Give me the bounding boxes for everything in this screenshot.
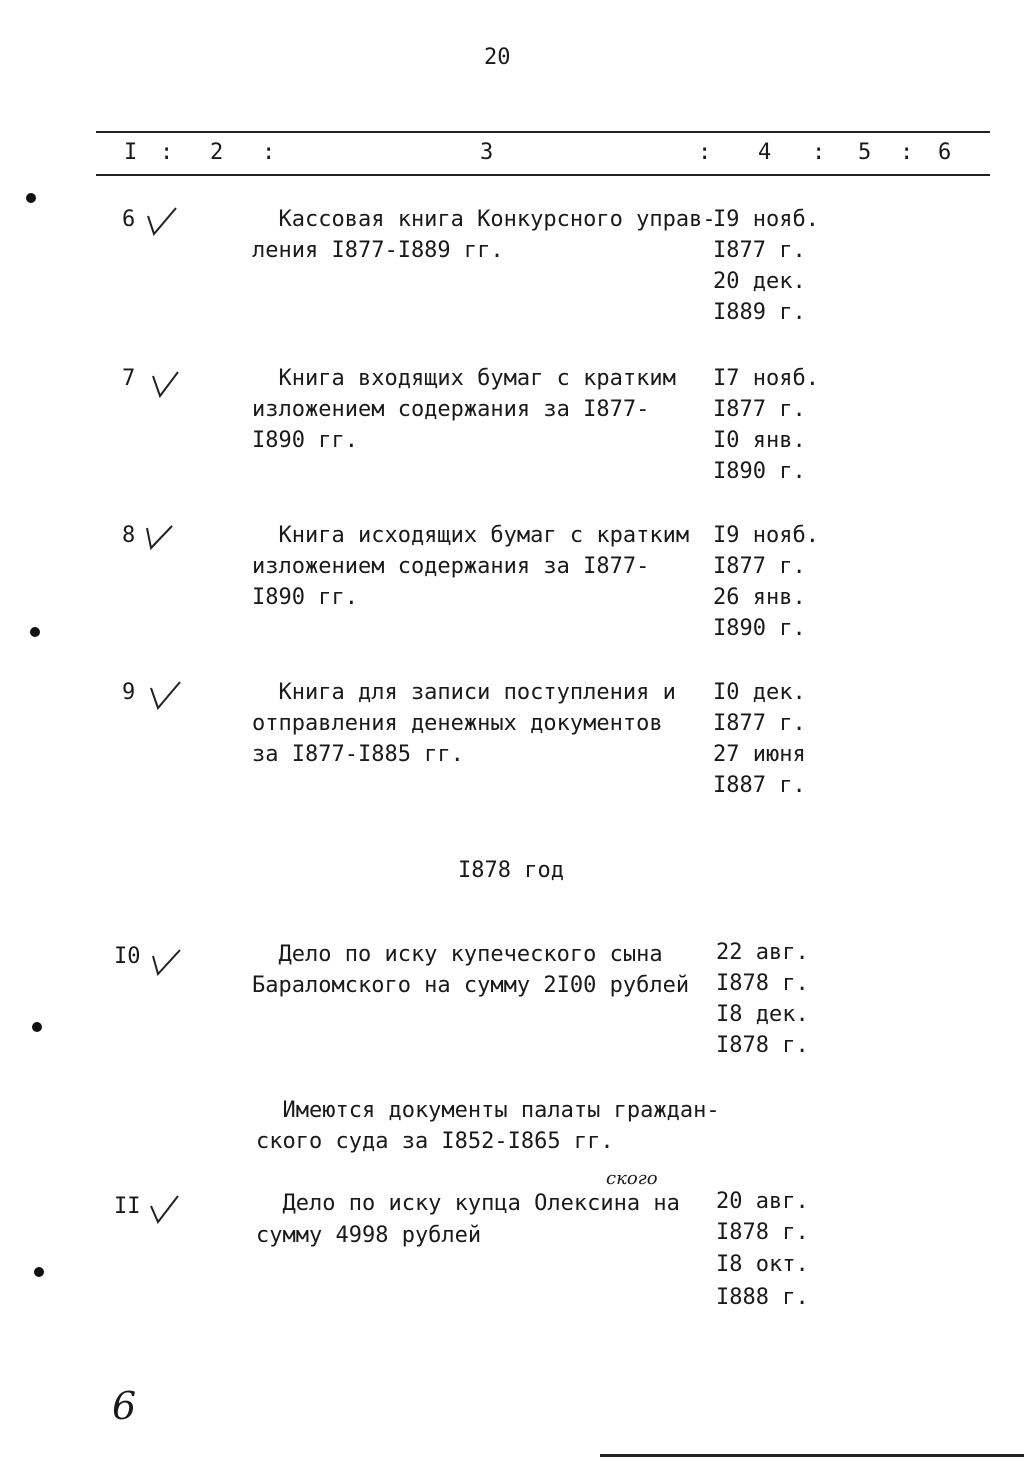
entry-title-line: Дело по иску купеческого сына bbox=[252, 942, 663, 967]
checkmark-icon bbox=[148, 1194, 182, 1224]
entry-date: I890 г. bbox=[713, 459, 806, 484]
binding-hole-dot bbox=[32, 1022, 42, 1032]
entry-date: 20 авг. bbox=[716, 1189, 809, 1214]
entry-date: I878 г. bbox=[716, 971, 809, 996]
entry-title-line: Кассовая книга Конкурсного управ- bbox=[252, 207, 716, 232]
entry-title-line: I890 гг. bbox=[252, 428, 358, 453]
header-col-6: 6 bbox=[938, 140, 952, 165]
entry-date: I890 г. bbox=[713, 616, 806, 641]
binding-hole-dot bbox=[30, 627, 40, 637]
header-top-rule bbox=[96, 131, 990, 133]
entry-date: I8 дек. bbox=[716, 1002, 809, 1027]
year-heading: I878 год bbox=[458, 858, 564, 883]
header-col-2: 2 bbox=[210, 140, 224, 165]
checkmark-icon bbox=[148, 680, 182, 710]
handwritten-page-mark: 6 bbox=[112, 1384, 137, 1428]
header-sep: : bbox=[900, 140, 914, 165]
entry-title-line: Дело по иску купца Олексина на bbox=[256, 1191, 680, 1216]
handwritten-correction: ского bbox=[606, 1168, 658, 1189]
entry-date: I888 г. bbox=[716, 1285, 809, 1310]
header-col-4: 4 bbox=[758, 140, 772, 165]
entry-date: I0 дек. bbox=[713, 680, 806, 705]
entry-date: I878 г. bbox=[716, 1033, 809, 1058]
header-col-3: 3 bbox=[480, 140, 494, 165]
entry-date: I7 нояб. bbox=[713, 366, 819, 391]
bottom-edge-line bbox=[600, 1454, 1024, 1457]
entry-number: I0 bbox=[114, 944, 141, 969]
checkmark-icon bbox=[150, 946, 184, 976]
page-number: 20 bbox=[484, 45, 511, 70]
header-col-1: I bbox=[124, 140, 138, 165]
entry-date: 22 авг. bbox=[716, 940, 809, 965]
entry-title-line: за I877-I885 гг. bbox=[252, 742, 464, 767]
entry-date: I8 окт. bbox=[716, 1252, 809, 1277]
entry-date: I877 г. bbox=[713, 711, 806, 736]
entry-title-line: Бараломского на сумму 2I00 рублей bbox=[252, 973, 690, 998]
header-sep: : bbox=[812, 140, 826, 165]
entry-title-line: ления I877-I889 гг. bbox=[252, 238, 504, 263]
entry-title-line: изложением содержания за I877- bbox=[252, 397, 650, 422]
entry-title-line: изложением содержания за I877- bbox=[252, 554, 650, 579]
note-line: ского суда за I852-I865 гг. bbox=[256, 1129, 614, 1154]
checkmark-icon bbox=[142, 522, 176, 552]
header-sep: : bbox=[698, 140, 712, 165]
entry-title-line: Книга для записи поступления и bbox=[252, 680, 676, 705]
entry-number: 9 bbox=[122, 680, 136, 705]
entry-date: I9 нояб. bbox=[713, 523, 819, 548]
entry-title-line: сумму 4998 рублей bbox=[256, 1223, 482, 1248]
entry-date: I889 г. bbox=[713, 300, 806, 325]
entry-date: I877 г. bbox=[713, 397, 806, 422]
header-col-5: 5 bbox=[858, 140, 872, 165]
entry-number: 6 bbox=[122, 207, 136, 232]
entry-title-line: I890 гг. bbox=[252, 585, 358, 610]
entry-date: I887 г. bbox=[713, 773, 806, 798]
entry-title-line: Книга входящих бумаг с кратким bbox=[252, 366, 676, 391]
checkmark-icon bbox=[150, 368, 184, 398]
entry-date: I9 нояб. bbox=[713, 207, 819, 232]
checkmark-icon bbox=[145, 206, 179, 236]
entry-date: 26 янв. bbox=[713, 585, 806, 610]
binding-hole-dot bbox=[26, 193, 36, 203]
entry-date: I878 г. bbox=[716, 1220, 809, 1245]
entry-date: I877 г. bbox=[713, 238, 806, 263]
entry-date: 20 дек. bbox=[713, 269, 806, 294]
header-sep: : bbox=[160, 140, 174, 165]
entry-date: I877 г. bbox=[713, 554, 806, 579]
entry-number: II bbox=[114, 1194, 141, 1219]
header-sep: : bbox=[262, 140, 276, 165]
note-line: Имеются документы палаты граждан- bbox=[256, 1098, 720, 1123]
entry-title-line: отправления денежных документов bbox=[252, 711, 663, 736]
entry-number: 7 bbox=[122, 366, 136, 391]
binding-hole-dot bbox=[34, 1267, 44, 1277]
entry-date: I0 янв. bbox=[713, 428, 806, 453]
header-bottom-rule bbox=[96, 174, 990, 176]
entry-title-line: Книга исходящих бумаг с кратким bbox=[252, 523, 690, 548]
entry-date: 27 июня bbox=[713, 742, 806, 767]
entry-number: 8 bbox=[122, 523, 136, 548]
